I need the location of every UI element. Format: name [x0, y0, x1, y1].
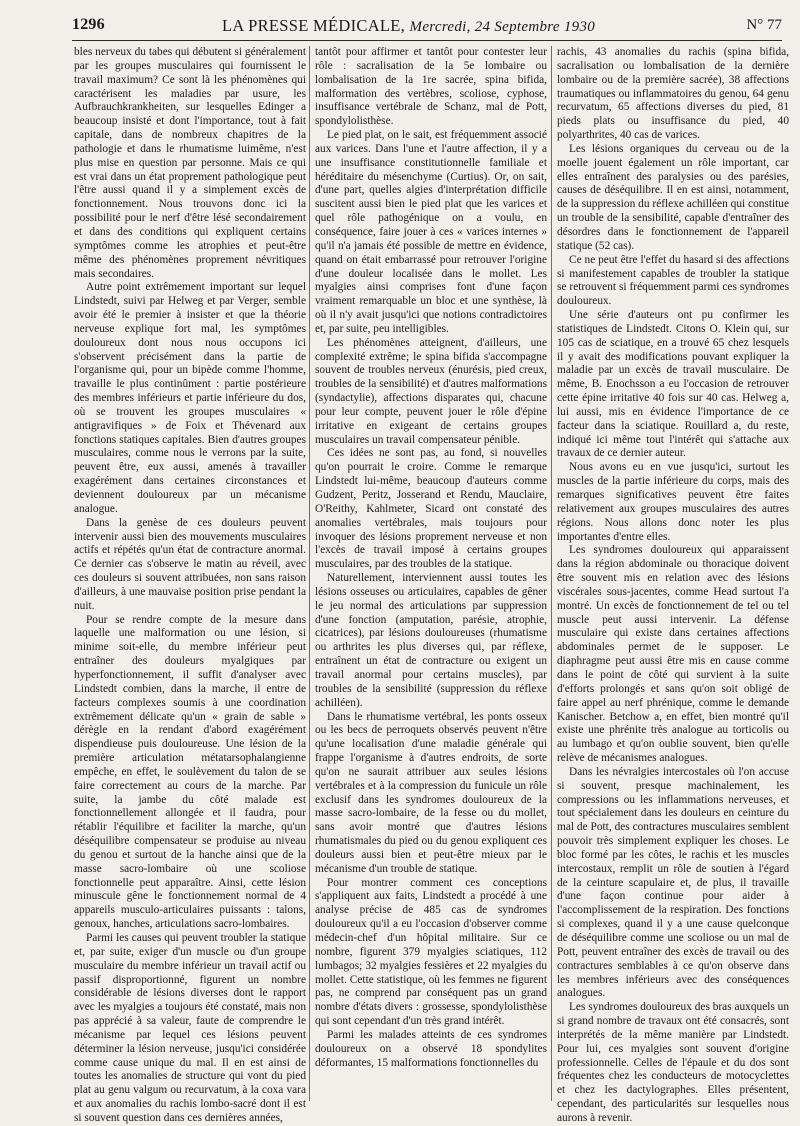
text-column-2: [315, 46, 547, 1108]
paragraph: Nous avons eu en vue jusqu'ici, surtout les muscles de la partie inférieure du corps, mais des remarques significatives peuvent être faites relativement aux groupes musculaires des autres régions. Nous allons donc noter les plus importantes d'entre elles.: [557, 461, 789, 543]
paragraph: Les lésions organiques du cerveau ou de la moelle jouent également un rôle important, car elles entraînent des paralysies ou des parésies, causes de déséquilibre. Il en est ainsi, notamment, de la suppression du réflexe achilléen qui constitue un trouble de la sensibilité, capable d'entraîner des désordres dans le fonctionnement de l'appareil statique (52 cas).: [557, 142, 789, 252]
paragraph: Pour se rendre compte de la mesure dans laquelle une malformation ou une lésion, si minime soit-elle, du membre inférieur peut entraîner des douleurs myalgiques par hyperfonctionnement, il suffit d'analyser avec Lindstedt combien, dans la marche, il entre de facteurs complexes soumis à une coordination extrêmement délicate qu'un « grain de sable » dérègle en la rendant d'abord exagérément dispendieuse puis douloureuse. Une lésion de la première articulation métatarsophalangienne empêche, en effet, le soulèvement du talon de se faire correctement au cours de la marche. Par suite, la jambe du côté malade est fonctionnellement allongée et il faudra, pour rétablir l'équilibre et faciliter la marche, qu'un déséquilibre compensateur se produise au niveau du genou et surtout de la hanche ainsi que de la masse sacro-lombaire où une scoliose fonctionnelle peut apparaître. Ainsi, cette lésion minuscule gêne le fonctionnement normal de 4 appareils musculo-articulaires puissants : talons, genoux, hanches, articulations sacro-lombaires.: [74, 613, 306, 931]
page-header: [72, 14, 782, 40]
paragraph: Parmi les malades atteints de ces syndromes douloureux on a observé 18 spondylites déformantes, 15 malformations fonctionnelles du: [315, 1028, 547, 1069]
paragraph: Dans les névralgies intercostales où l'on accuse si souvent, presque machinalement, les compressions ou les inflammations nerveuses, et tout spécialement dans les douleurs en ceinture du mal de Pott, des contractures musculaires semblent pouvoir très simplement expliquer les choses. Le bloc formé par les côtes, le rachis et les muscles intercostaux, remplit un rôle de soutien à l'égard de la ceinture scapulaire et, de plus, il travaille d'une façon continue pour aider à l'accomplissement de la respiration. Des fonctions si complexes, quand il y a une cause quelconque de déséquilibre comme une scoliose ou un mal de Pott, peuvent entraîner des excès de travail ou des contractures semblables à ce qu'on observe dans les membres inférieurs avec des conséquences analogues.: [557, 765, 789, 1000]
journal-title: LA PRESSE MÉDICALE,: [222, 16, 406, 35]
paragraph: Autre point extrêmement important sur lequel Lindstedt, suivi par Helweg et par Verger, semble avoir été le premier à insister et que la théorie nerveuse explique fort mal, les symptômes douloureux dont nous nous occupons ici s'observent précisément dans la partie de l'organisme qui, pour un bipède comme l'homme, travaille le plus continûment : partie postérieure des membres inférieurs et partie inférieure du dos, où se trouvent les groupes musculaires « antigravifiques » de Foix et Thévenard aux fonctions statiques capitales. Bien d'autres groupes musculaires, comme nous le verrons par la suite, peuvent être, eux aussi, amenés à travailler exagérément dans certaines circonstances et deviennent douloureux par un mécanisme analogue.: [74, 281, 306, 515]
column-divider: [309, 46, 310, 1101]
paragraph: bles nerveux du tabes qui débutent si généralement par les groupes musculaires qui fournissent le travail maximum? Ce sont là les phénomènes qui caractérisent les maladies par usure, les Aufbrauchkrankheiten, sur lesquelles Edinger a beaucoup insisté et dont l'importance, tout à fait capitale, dans de nombreux chapitres de la pathologie et dans le rhumatisme luimême, n'est plus mise en question par personne. Mais ce qui est vrai dans un état proprement pathologique peut l'être aussi quand il y a simplement excès de fonctionnement. Nous trouvons donc ici la possibilité pour le nerf d'être lésé secondairement et dans des conditions qui expliquent certains symptômes comme les atrophies et peut-être même des phénomènes proprement névritiques mais secondaires.: [74, 46, 306, 280]
paragraph: Le pied plat, on le sait, est fréquemment associé aux varices. Dans l'une et l'autre affection, il y a une insuffisance constitutionnelle familiale et héréditaire du mésenchyme (Curtius). Or, on sait, d'une part, quelles algies d'interprétation difficile suscitent aussi bien le pied plat que les varices et quel rôle pathogénique on a voulu, en conséquence, faire jouer à ces « varices internes » qu'il n'a jamais été possible de mettre en évidence, quand on était embarrassé pour retrouver l'origine d'une douleur localisée dans le mollet. Les myalgies ainsi comprises font d'une façon vraiment remarquable un bloc et une synthèse, là où il n'y avait jusqu'ici que notions contradictoires et, par suite, peu intelligibles.: [315, 129, 547, 335]
text-column-3: [557, 46, 789, 1124]
paragraph: Dans le rhumatisme vertébral, les ponts osseux ou les becs de perroquets observés peuvent n'être qu'une localisation d'une maladie générale qui frappe l'organisme à d'autres endroits, de sorte qu'on ne saurait attribuer aux seules lésions vertébrales et à la compression du funicule un rôle exclusif dans les syndromes douloureux de la masse sacro-lombaire, de la fesse ou du mollet, sans avoir montré que d'autres lésions rhumatismales du pied ou du genou expliquent ces douleurs aussi bien et peut-être mieux par le mécanisme d'un trouble de statique.: [315, 710, 547, 875]
paragraph: tantôt pour affirmer et tantôt pour contester leur rôle : sacralisation de la 5e lombaire ou lombalisation de la 1re sacrée, spina bifida, malformation des vertèbres, scoliose, cyphose, insuffisance vertébrale de Schanz, mal de Pott, spondylolisthèse.: [315, 46, 547, 128]
paragraph: rachis, 43 anomalies du rachis (spina bifida, sacralisation ou lombalisation de la dernière lombaire ou de la première sacrée), 38 affections traumatiques ou inflammatoires du genou, 64 genu recurvatum, 65 affections diverses du pied, 81 pieds plats ou insuffisance du pied, 40 polyarthrites, 40 cas de varices.: [557, 46, 789, 142]
paragraph: Naturellement, interviennent aussi toutes les lésions osseuses ou articulaires, capables de gêner le jeu normal des articulations par suppression d'une fonction (amputation, parésie, atrophie, cicatrices), par lésions douloureuses (rhumatisme ou arthrites les plus diverses qui, par réflexe, entraînent un état de contracture ou exigent un travail anormal pour certains muscles), par troubles de la sensibilité (suppression du réflexe achilléen).: [315, 572, 547, 709]
paragraph: Parmi les causes qui peuvent troubler la statique et, par suite, exiger d'un muscle ou d'un groupe musculaire du membre inférieur un travail actif ou passif disproportionné, figurent un nombre considérable de lésions diverses dont le rapport avec les myalgies a toujours été constaté, mais non pas apprécié à sa valeur, faute de comprendre le mécanisme par lequel ces lésions peuvent déterminer la lésion nerveuse, jusqu'ici considérée comme cause unique du mal. Il en est ainsi de toutes les anomalies de structure qui vont du pied plat au genu valgum ou recurvatum, à la coxa vara et aux anomalies du rachis lombo-sacré dont il est si souvent question dans ces dernières années,: [74, 932, 306, 1124]
paragraph: Ce ne peut être l'effet du hasard si des affections si manifestement capables de troubler la statique se retrouvent si fréquemment parmi ces syndromes douloureux.: [557, 253, 789, 308]
paragraph: Dans la genèse de ces douleurs peuvent intervenir aussi bien des mouvements musculaires actifs et répétés qu'un état de contracture anormal. Ce dernier cas s'observe le matin au réveil, avec ces douleurs si souvent attribuées, non sans raison d'ailleurs, à une mauvaise position prise pendant la nuit.: [74, 516, 306, 612]
journal-line: [222, 16, 595, 36]
header-rule: [72, 40, 782, 41]
column-divider: [551, 46, 552, 1101]
issue-date: Mercredi, 24 Septembre 1930: [409, 19, 596, 35]
page-number: 1296: [72, 16, 105, 33]
paragraph: Ces idées ne sont pas, au fond, si nouvelles qu'on pourrait le croire. Comme le remarque Lindstedt lui-même, beaucoup d'auteurs comme Gudzent, Peritz, Josserand et Rendu, Mauclaire, O'Reithy, Kahlmeter, Sicard ont constaté des anomalies vertébrales, mais toujours pour invoquer des lésions proprement nerveuse et non l'excès de travail imposé à certains groupes musculaires, par des troubles de la statique.: [315, 447, 547, 571]
paragraph: Les phénomènes atteignent, d'ailleurs, une complexité extrême; le spina bifida s'accompagne souvent de troubles nerveux (énurésis, pied creux, troubles de la sensibilité) et d'autres malformations (syndactylie), affections disparates qui, chacune pour leur compte, peuvent jouer le rôle d'épine irritative en exigeant de certains groupes musculaires un travail compensateur pénible.: [315, 336, 547, 446]
issue-number: N° 77: [746, 17, 782, 33]
paragraph: Une série d'auteurs ont pu confirmer les statistiques de Lindstedt. Citons O. Klein qui, sur 105 cas de sciatique, en a trouvé 65 chez lesquels il y avait des modifications pouvant expliquer la maladie par un excès de travail musculaire. De même, B. Enochsson a eu l'occasion de retrouver cette épine irritative 40 fois sur 40 cas. Helweg a, lui aussi, mis en évidence l'importance de ce facteur dans la sciatique. Rouillard a, du reste, indiqué ici même tout l'intérêt qui s'attache aux travaux de ce dernier auteur.: [557, 309, 789, 460]
paragraph: Les syndromes douloureux qui apparaissent dans la région abdominale ou thoracique doivent être souvent mis en relation avec des lésions viscérales sous-jacentes, comme Head surtout l'a montré. Un excès de fonctionnement de tel ou tel muscle peut aussi intervenir. La défense musculaire qui existe dans certaines affections abdominales permet de le supposer. Le diaphragme peut aussi être mis en cause comme dans le point de côté qui survient à la suite d'efforts prolongés et sans qu'on soit obligé de faire appel au nerf phrénique, comme le demande Kanischer. Betchow a, en effet, bien montré qu'il existe une phrénite très analogue au torticolis ou au lumbago et qu'on oublie souvent, bien qu'elle relève de mécanismes analogues.: [557, 544, 789, 765]
paragraph: Les syndromes douloureux des bras auxquels un si grand nombre de travaux ont été consacrés, sont interprétés de la même manière par Lindstedt. Pour lui, ces myalgies sont souvent d'origine professionnelle. Celles de l'épaule et du dos sont fréquentes chez les conducteurs de motocyclettes et chez les dactylographes. Elles présentent, cependant, des particularités sur lesquelles nous aurons à revenir.: [557, 1001, 789, 1124]
text-column-1: [74, 46, 306, 1124]
paragraph: Pour montrer comment ces conceptions s'appliquent aux faits, Lindstedt a procédé à une analyse précise de 485 cas de syndromes douloureux qu'il a eu l'occasion d'observer comme médecin-chef d'un hôpital militaire. Sur ce nombre, figurent 379 myalgies sciatiques, 112 lumbagos; 32 myalgies fessières et 22 myalgies du mollet. Cette statistique, où les femmes ne figurent pas, ne comprend par conséquent pas un grand nombre d'états divers : grossesse, spondylolisthèse qui sont cependant d'un très grand intérêt.: [315, 876, 547, 1028]
